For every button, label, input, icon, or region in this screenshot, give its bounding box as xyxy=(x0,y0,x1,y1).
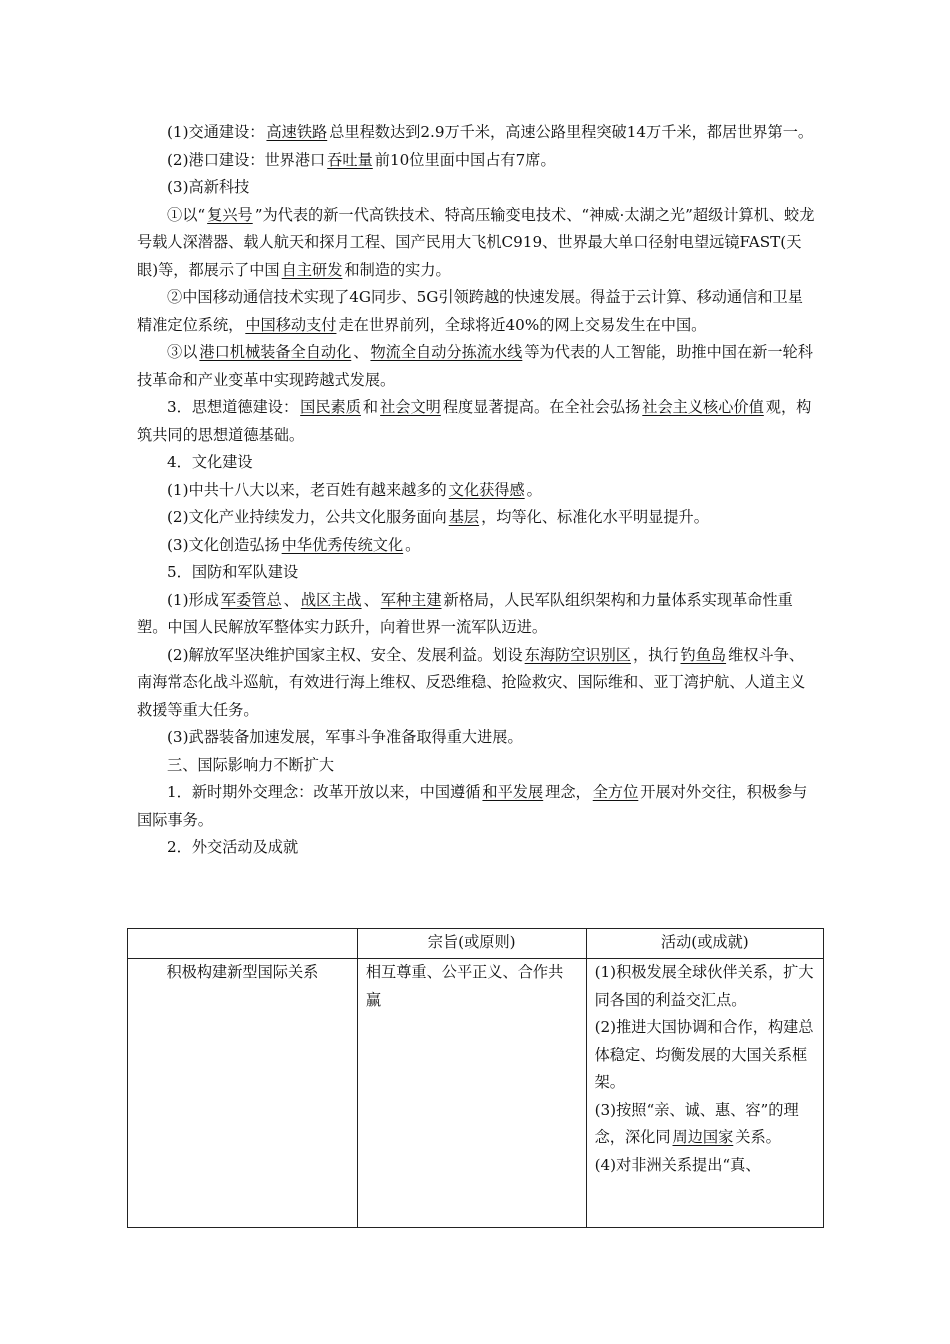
table-header-principle: 宗旨(或原则) xyxy=(357,929,586,959)
paragraph-culture-3: (3)文化创造弘扬 中华优秀传统文化 。 xyxy=(167,535,421,554)
answer-blank: 中华优秀传统文化 xyxy=(281,535,404,554)
answer-blank: 复兴号 xyxy=(207,205,253,224)
paragraph-transport: (1)交通建设： 高速铁路 总里程数达到2.9万千米，高速公路里程突破14万千米，都居世界第一。 xyxy=(167,123,814,141)
paragraph-defense-1: (1)形成 军委管总 、 战区主战 、 军种主建 新格局，人民军队组织架构和力量体系实现革命性重塑。中国人民解放军整体实力跃升，向着世界一流军队迈进。 xyxy=(137,590,793,636)
activity-2: (2)推进大国协调和合作，构建总体稳定、均衡发展的大国关系框架。 xyxy=(594,1018,814,1091)
heading-culture: 4．文化建设 xyxy=(167,453,253,471)
answer-blank: 钓鱼岛 xyxy=(680,645,727,664)
paragraph-port: (2)港口建设：世界港口 吞吐量 前10位里面中国占有7席。 xyxy=(167,150,556,169)
heading-international: 三、国际影响力不断扩大 xyxy=(167,755,335,774)
heading-defense: 5．国防和军队建设 xyxy=(167,563,299,581)
table-header-empty xyxy=(128,929,358,959)
paragraph-moral: 3．思想道德建设： 国民素质 和 社会文明 程度显著提高。在全社会弘扬 社会主义核心价值 观，构筑共同的思想道德基础。 xyxy=(137,398,812,444)
paragraph-culture-1: (1)中共十八大以来，老百姓有越来越多的 文化获得感 。 xyxy=(167,480,542,499)
answer-blank: 中国移动支付 xyxy=(245,315,337,334)
paragraph-defense-2: (2)解放军坚决维护国家主权、安全、发展利益。划设 东海防空识别区 ，执行 钓鱼岛 维权斗争、南海常态化战斗巡航，有效进行海上维权、反恐维稳、抢险救灾、国际维和、亚丁湾护航、人道主义救援等重大任务。 xyxy=(137,645,806,719)
answer-blank: 港口机械装备全自动化 xyxy=(199,343,352,361)
answer-blank: 吞吐量 xyxy=(327,150,373,169)
answer-blank: 社会主义核心价值 xyxy=(642,398,764,416)
answer-blank: 军种主建 xyxy=(380,590,442,609)
paragraph-defense-3: (3)武器装备加速发展，军事斗争准备取得重大进展。 xyxy=(167,728,523,746)
paragraph-diplomacy-concept: 1．新时期外交理念：改革开放以来，中国遵循 和平发展 理念， 全方位 开展对外交往，积极参与国际事务。 xyxy=(137,783,808,829)
answer-blank: 国民素质 xyxy=(300,398,361,416)
answer-blank: 东海防空识别区 xyxy=(524,645,631,664)
row-title: 积极构建新型国际关系 xyxy=(128,959,358,1228)
body-text xyxy=(137,119,817,862)
answer-blank: 物流全自动分拣流水线 xyxy=(370,343,523,361)
answer-blank: 军委管总 xyxy=(220,590,282,609)
paragraph-culture-2: (2)文化产业持续发力，公共文化服务面向 基层 ，均等化、标准化水平明显提升。 xyxy=(167,508,709,526)
answer-blank: 基层 xyxy=(448,508,480,526)
paragraph-hitech-1: ①以“ 复兴号 ”为代表的新一代高铁技术、特高压输变电技术、“神威·太湖之光”超级计算机、蛟龙号载人深潜器、载人航天和探月工程、国产民用大飞机C919、世界最大单口径射电望远镜FAST(天眼)等，都展示了中国 自主研发 和制造的实力。 xyxy=(137,205,815,279)
answer-blank: 全方位 xyxy=(592,783,639,801)
answer-blank: 高速铁路 xyxy=(266,123,328,141)
row-principle: 相互尊重、公平正义、合作共赢 xyxy=(357,959,586,1228)
answer-blank: 社会文明 xyxy=(380,398,441,416)
activity-1: (1)积极发展全球伙伴关系，扩大同各国的利益交汇点。 xyxy=(594,963,814,1009)
heading-diplomacy-activities: 2．外交活动及成就 xyxy=(167,838,299,856)
activity-3: (3)按照“亲、诚、惠、容”的理念，深化同 周边国家 关系。 xyxy=(594,1100,799,1146)
paragraph-hitech-3: ③以 港口机械装备全自动化 、 物流全自动分拣流水线 等为代表的人工智能，助推中国在新一轮科技革命和产业变革中实现跨越式发展。 xyxy=(137,343,813,389)
answer-blank: 自主研发 xyxy=(281,260,343,279)
answer-blank: 和平发展 xyxy=(482,783,544,801)
diplomacy-table xyxy=(127,928,824,1228)
paragraph-hitech-2: ②中国移动通信技术实现了4G同步、5G引领跨越的快速发展。得益于云计算、移动通信和卫星精准定位系统， 中国移动支付 走在世界前列，全球将近40%的网上交易发生在中国。 xyxy=(137,288,803,334)
answer-blank: 战区主战 xyxy=(300,590,362,609)
paragraph-hitech-heading: (3)高新科技 xyxy=(167,178,250,196)
table-header-row xyxy=(128,929,824,959)
table-header-activity: 活动(或成就) xyxy=(586,929,823,959)
answer-blank: 周边国家 xyxy=(672,1128,734,1146)
answer-blank: 文化获得感 xyxy=(448,480,525,499)
table-row xyxy=(128,959,824,1228)
row-activities xyxy=(586,959,823,1228)
activity-4: (4)对非洲关系提出“真、 xyxy=(594,1155,761,1174)
